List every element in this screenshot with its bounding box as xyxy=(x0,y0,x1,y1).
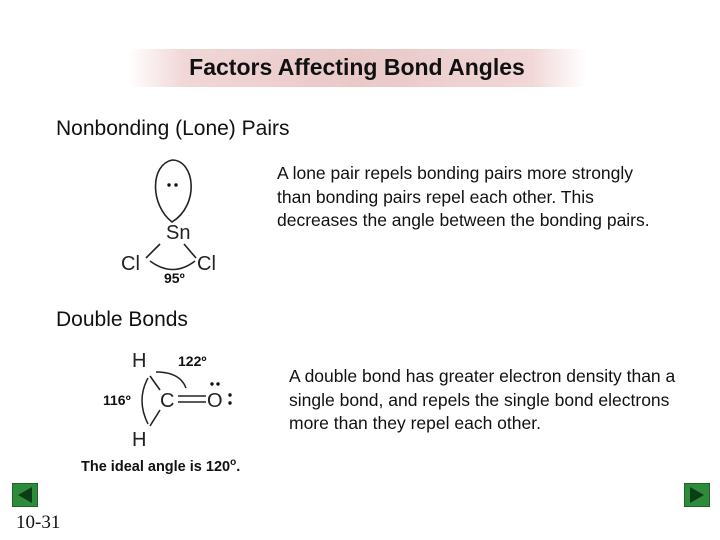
central-atom-c: C xyxy=(160,390,175,412)
double-bonds-description: A double bond has greater electron density than a single bond, and repels the single bond electrons more than they repel each other. xyxy=(289,366,676,433)
lone-pairs-heading: Nonbonding (Lone) Pairs xyxy=(56,117,290,140)
central-atom-sn: Sn xyxy=(166,222,191,244)
caption-period: . xyxy=(236,458,241,475)
lone-pairs-description: A lone pair repels bonding pairs more strongly than bonding pairs repel each other. This decreases the angle between the bonding pairs. xyxy=(277,163,650,230)
right-atom-cl: Cl xyxy=(197,253,216,275)
left-atom-cl: Cl xyxy=(121,253,140,275)
right-atom-o: O xyxy=(207,390,223,412)
caption-degree: o xyxy=(230,457,237,468)
slide-title: Factors Affecting Bond Angles xyxy=(189,54,525,80)
bond-angle-label: 95º xyxy=(164,270,185,286)
left-angle-arc xyxy=(142,378,148,424)
top-atom-h: H xyxy=(132,350,147,372)
bottom-atom-h: H xyxy=(132,429,147,451)
oxygen-lone-pair xyxy=(228,393,231,396)
next-slide-button[interactable] xyxy=(684,483,710,507)
top-angle-arc xyxy=(156,372,186,388)
c-h-bond-top xyxy=(150,376,160,390)
previous-slide-button[interactable] xyxy=(12,483,38,507)
oxygen-lone-pair xyxy=(216,382,219,385)
ideal-angle-caption xyxy=(81,457,240,475)
oxygen-lone-pair xyxy=(210,382,213,385)
left-angle-label: 116º xyxy=(103,392,131,408)
slide-number: 10-31 xyxy=(16,512,61,533)
caption-text: The ideal angle is 120 xyxy=(81,458,231,475)
oxygen-lone-pair xyxy=(228,401,231,404)
top-angle-label: 122º xyxy=(178,353,207,369)
double-bonds-heading: Double Bonds xyxy=(56,308,188,331)
c-h-bond-bottom xyxy=(150,410,160,426)
